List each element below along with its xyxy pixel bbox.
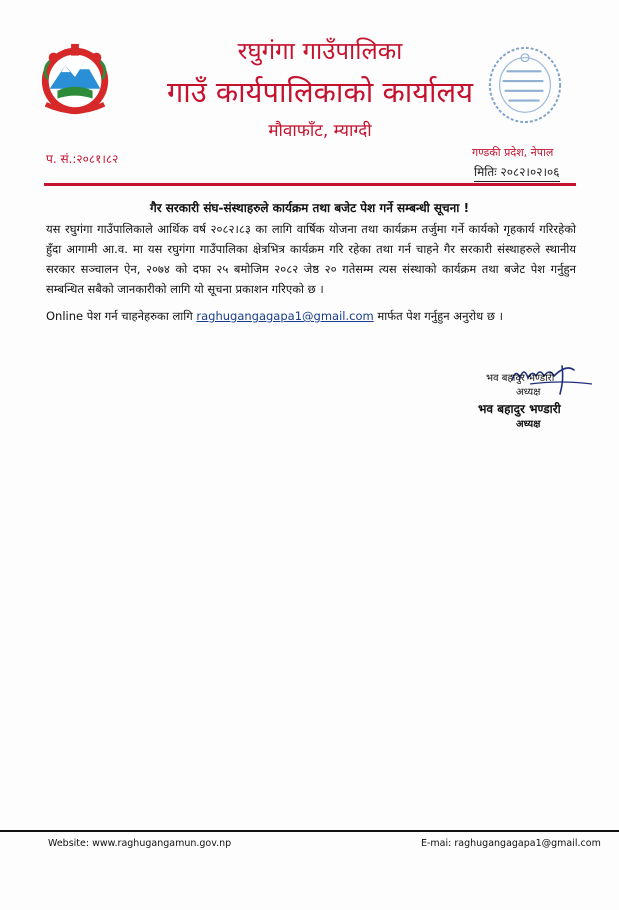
notice-body: यस रघुगंगा गाउँपालिकाले आर्थिक वर्ष २०८२।८३ का लागि वार्षिक योजना तथा कार्यक्रम तर्जुमा गर्ने कार्यको गृहकार्य गरिरहेको हुँदा आगामी आ.व. मा यस रघुगंगा गाउँपालिका क्षेत्रभित्र कार्यक्रम गरि रहेका तथा गर्न चाहने गैर सरकारी संस्थाहरुले स्थानीय सरकार सञ्चालन ऐन, २०७४ को दफा २५ बमोजिम २०८२ जेष्ठ २० गतेसम्म त्यस संस्थाको कार्यक्रम तथा बजेट पेश गर्नुहुन सम्बन्धित सबैको जानकारीको लागि यो सूचना प्रकाशन गरिएको छ । xyxy=(46,222,576,296)
header-divider xyxy=(44,183,576,186)
office-name: गाउँ कार्यपालिकाको कार्यालय xyxy=(166,75,474,109)
signer-title: अध्यक्ष xyxy=(516,419,541,430)
signer-title-handwritten: अध्यक्ष xyxy=(516,387,541,398)
signer-name-handwritten: भव बहादुर भण्डारी xyxy=(486,373,555,384)
submission-email-link[interactable]: raghugangagapa1@gmail.com xyxy=(196,309,374,323)
province-label: गण्डकी प्रदेश, नेपाल xyxy=(472,146,554,159)
reference-number: प. सं.:२०८१।८२ xyxy=(46,152,119,166)
footer-email[interactable]: E-mai: raghugangagapa1@gmail.com xyxy=(421,838,601,849)
notice-date: मितिः २०८२।०२।०६ xyxy=(474,163,560,182)
online-submission-line xyxy=(46,309,503,324)
footer-divider xyxy=(0,830,619,832)
notice-subject: गैर सरकारी संघ-संस्थाहरुले कार्यक्रम तथा बजेट पेश गर्ने सम्बन्धी सूचना ! xyxy=(149,201,470,215)
signer-name: भव बहादुर भण्डारी xyxy=(478,402,561,416)
office-seal-stamp xyxy=(486,42,564,126)
online-suffix: मार्फत पेश गर्नुहुन अनुरोध छ । xyxy=(377,309,503,323)
footer-website[interactable]: Website: www.raghugangamun.gov.np xyxy=(48,838,232,849)
online-prefix: Online पेश गर्न चाहनेहरुका लागि xyxy=(46,309,193,323)
nepal-emblem-icon xyxy=(36,40,114,118)
municipality-name: रघुगंगा गाउँपालिका xyxy=(237,37,403,65)
office-address: मौवाफाँट, म्याग्दी xyxy=(268,121,372,141)
